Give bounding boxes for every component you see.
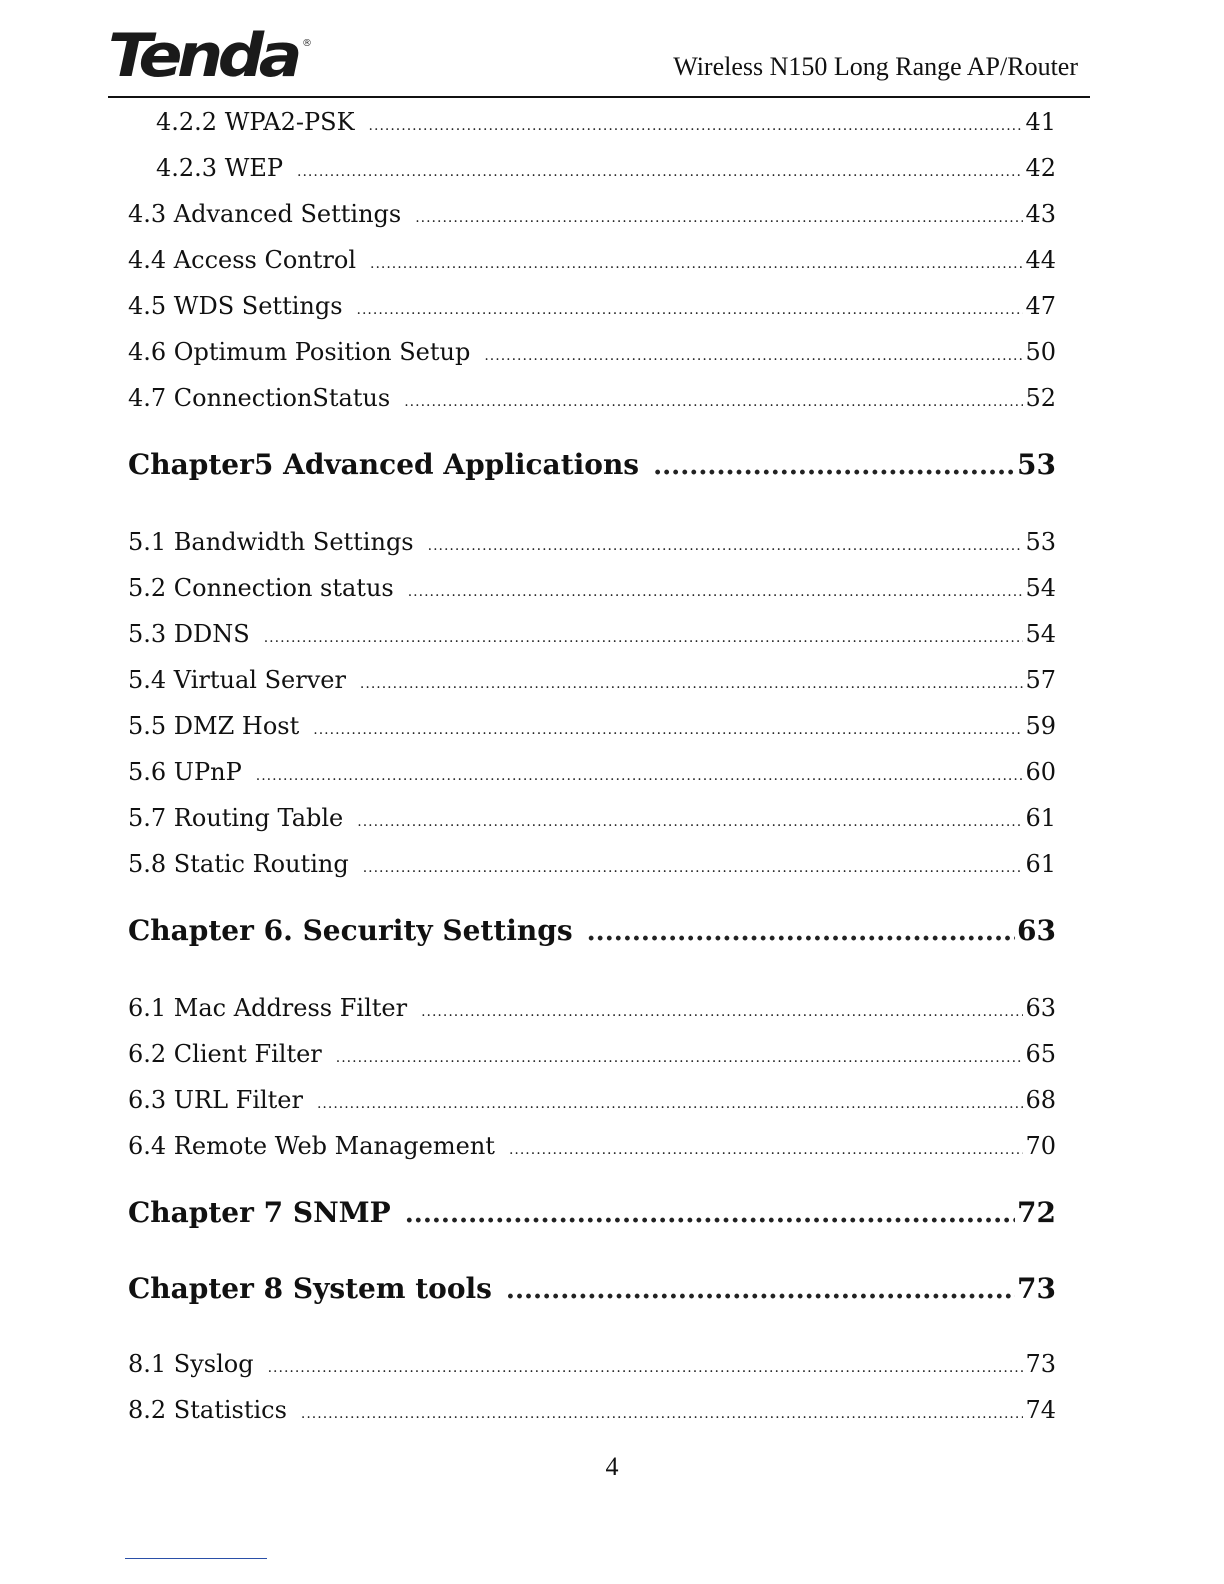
toc-entry[interactable] [128, 1086, 1056, 1114]
dot-leader [336, 1050, 1024, 1066]
toc-entry-label: 5.4 Virtual Server [128, 666, 346, 694]
toc-entry-label: 4.2.2 WPA2-PSK [156, 108, 355, 136]
dot-leader [587, 917, 1015, 947]
page-number: 4 [605, 1452, 619, 1481]
toc-entry-label: 8.1 Syslog [128, 1350, 254, 1378]
toc-entry-page: 50 [1025, 338, 1056, 366]
toc-entry[interactable] [128, 620, 1056, 648]
toc-entry[interactable] [128, 528, 1056, 556]
toc-entry-page: 42 [1025, 154, 1056, 182]
document-title: Wireless N150 Long Range AP/Router [673, 52, 1078, 81]
toc-entry[interactable] [128, 850, 1056, 878]
toc-entry-label: 6.3 URL Filter [128, 1086, 303, 1114]
dot-leader [405, 1199, 1015, 1229]
dot-leader [404, 394, 1023, 410]
dot-leader [369, 118, 1024, 134]
toc-entry[interactable] [128, 338, 1056, 366]
toc-entry-page: 74 [1025, 1396, 1056, 1424]
toc-entry-page: 44 [1025, 246, 1056, 274]
toc-entry-label: 5.6 UPnP [128, 758, 242, 786]
toc-entry[interactable] [128, 1396, 1056, 1424]
registered-mark: ® [302, 38, 312, 49]
toc-entry[interactable] [128, 200, 1056, 228]
toc-entry[interactable] [128, 246, 1056, 274]
dot-leader [357, 814, 1023, 830]
toc-entry-label: 4.2.3 WEP [156, 154, 284, 182]
toc-entry[interactable] [128, 384, 1056, 412]
dot-leader [317, 1096, 1023, 1112]
dot-leader [268, 1360, 1024, 1376]
toc-entry-label: 6.2 Client Filter [128, 1040, 322, 1068]
toc-entry-page: 53 [1025, 528, 1056, 556]
toc-entry-label: 4.5 WDS Settings [128, 292, 343, 320]
toc-entry-page: 70 [1025, 1132, 1056, 1160]
toc-entry-page: 60 [1025, 758, 1056, 786]
tenda-logo: Tenda [108, 21, 298, 91]
dot-leader [484, 348, 1023, 364]
toc-entry-page: 53 [1017, 448, 1056, 481]
toc-entry-page: 72 [1017, 1196, 1056, 1229]
toc-entry[interactable] [128, 574, 1056, 602]
toc-entry-page: 54 [1025, 574, 1056, 602]
toc-entry[interactable] [128, 804, 1056, 832]
toc-entry-label: 4.4 Access Control [128, 246, 356, 274]
dot-leader [301, 1406, 1024, 1422]
dot-leader [415, 210, 1023, 226]
dot-leader [313, 722, 1023, 738]
toc-entry[interactable] [128, 292, 1056, 320]
toc-entry-label: Chapter 8 System tools [128, 1272, 492, 1305]
toc-entry-page: 63 [1025, 994, 1056, 1022]
toc-entry[interactable] [128, 1350, 1056, 1378]
toc-entry-label: Chapter 7 SNMP [128, 1196, 391, 1229]
dot-leader [256, 768, 1024, 784]
toc-entry-page: 63 [1017, 914, 1056, 947]
dot-leader [297, 164, 1023, 180]
toc-entry-page: 65 [1025, 1040, 1056, 1068]
dot-leader [360, 676, 1024, 692]
toc-entry-page: 57 [1025, 666, 1056, 694]
toc-entry-page: 68 [1025, 1086, 1056, 1114]
toc-entry[interactable] [128, 994, 1056, 1022]
toc-entry-label: 5.5 DMZ Host [128, 712, 300, 740]
toc-entry-page: 73 [1017, 1272, 1056, 1305]
toc-entry-page: 61 [1025, 804, 1056, 832]
toc-entry-label: 8.2 Statistics [128, 1396, 287, 1424]
dot-leader [363, 860, 1024, 876]
toc-entry[interactable] [156, 108, 1056, 136]
toc-entry-label: 6.4 Remote Web Management [128, 1132, 495, 1160]
toc-entry-page: 52 [1025, 384, 1056, 412]
toc-chapter-entry[interactable] [128, 1272, 1056, 1305]
toc-entry-page: 43 [1025, 200, 1056, 228]
dot-leader [408, 584, 1024, 600]
toc-entry-label: 5.3 DDNS [128, 620, 250, 648]
toc-entry[interactable] [128, 758, 1056, 786]
toc-entry-label: 4.7 ConnectionStatus [128, 384, 391, 412]
dot-leader [509, 1142, 1024, 1158]
dot-leader [506, 1275, 1015, 1305]
toc-entry-page: 54 [1025, 620, 1056, 648]
footnote-separator [125, 1558, 267, 1559]
toc-entry-label: 4.6 Optimum Position Setup [128, 338, 471, 366]
toc-entry[interactable] [128, 1040, 1056, 1068]
toc-entry-label: 5.2 Connection status [128, 574, 394, 602]
dot-leader [421, 1004, 1023, 1020]
toc-chapter-entry[interactable] [128, 448, 1056, 481]
toc-chapter-entry[interactable] [128, 914, 1056, 947]
toc-entry-label: 4.3 Advanced Settings [128, 200, 402, 228]
toc-entry-label: 5.7 Routing Table [128, 804, 344, 832]
toc-entry-label: Chapter 6. Security Settings [128, 914, 573, 947]
toc-entry-label: 6.1 Mac Address Filter [128, 994, 408, 1022]
toc-entry-page: 73 [1025, 1350, 1056, 1378]
dot-leader [653, 451, 1015, 481]
toc-entry[interactable] [128, 712, 1056, 740]
toc-entry-page: 61 [1025, 850, 1056, 878]
toc-entry-page: 47 [1025, 292, 1056, 320]
dot-leader [264, 630, 1024, 646]
toc-entry-label: Chapter5 Advanced Applications [128, 448, 640, 481]
toc-entry-label: 5.1 Bandwidth Settings [128, 528, 414, 556]
page-header [108, 21, 1090, 98]
dot-leader [428, 538, 1024, 554]
dot-leader [357, 302, 1024, 318]
toc-entry-page: 41 [1025, 108, 1056, 136]
toc-entry[interactable] [156, 154, 1056, 182]
toc-chapter-entry[interactable] [128, 1196, 1056, 1229]
dot-leader [370, 256, 1023, 272]
toc-entry-label: 5.8 Static Routing [128, 850, 349, 878]
toc-entry[interactable] [128, 1132, 1056, 1160]
toc-entry-page: 59 [1025, 712, 1056, 740]
toc-entry[interactable] [128, 666, 1056, 694]
